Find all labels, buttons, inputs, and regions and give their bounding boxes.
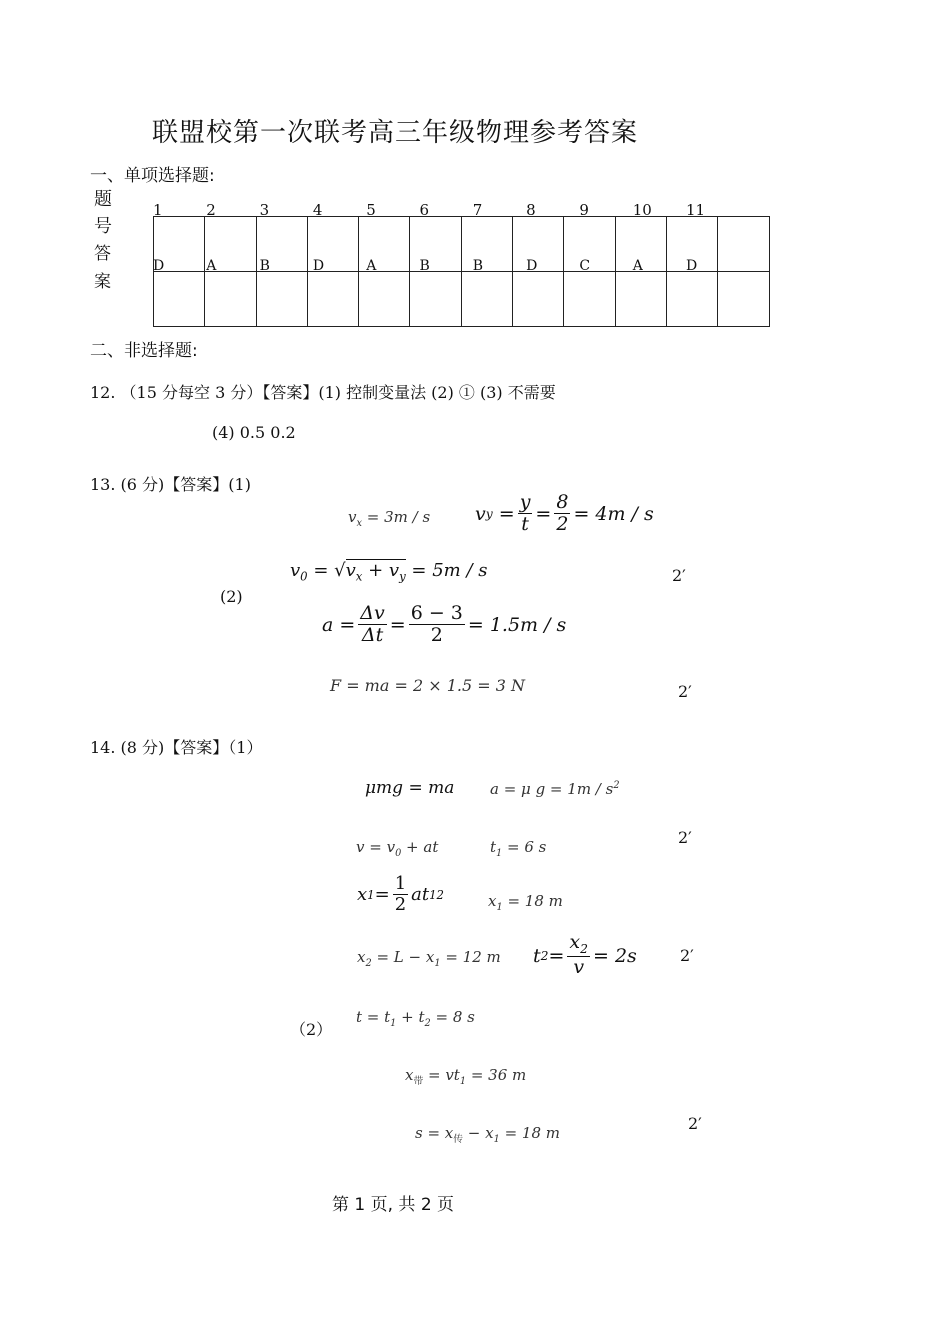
- q14-l3a: x 1 = $\frac{1}{2}$ at 1 2: [357, 873, 444, 915]
- question-number: 1: [153, 201, 163, 219]
- q14-l5: $t = t_1 + t_2 = 8$ s: [356, 1008, 475, 1029]
- question-number: 8: [526, 201, 536, 219]
- q13-mark-1: 2′: [672, 566, 686, 585]
- q14-l7: $s = x_传 - x_1 = 18$ m: [415, 1124, 560, 1145]
- answer-letter: B: [472, 258, 484, 274]
- question-number: 3: [259, 201, 270, 219]
- page-footer: 第 1 页, 共 2 页: [332, 1195, 455, 1215]
- q14-mark-3: 2′: [688, 1114, 702, 1133]
- q13-force: F = ma = 2 × 1.5 = 3 N: [330, 676, 526, 695]
- row-label-number: [94, 186, 112, 240]
- grid-row: [154, 217, 770, 272]
- answer-letter: B: [259, 258, 270, 274]
- q13-v0: $v_0 = √v_x + v_y = 5m / s$: [290, 560, 488, 584]
- question-number: 9: [579, 201, 589, 219]
- q14-l1a: μmg = ma: [365, 778, 455, 798]
- q13-mark-2: 2′: [678, 682, 692, 701]
- answer-letter: A: [206, 258, 217, 274]
- q14-l6: $x_带 = vt_1 = 36$ m: [405, 1066, 527, 1087]
- section-2-heading: 二、非选择题:: [90, 341, 198, 361]
- answer-letter: B: [419, 258, 430, 274]
- question-number: 5: [366, 201, 376, 219]
- page-title: 联盟校第一次联考高三年级物理参考答案: [152, 118, 639, 148]
- q14-header: 14. (8 分)【答案】（1）: [90, 738, 263, 757]
- answer-letter: D: [526, 258, 538, 274]
- answer-letter: D: [312, 258, 325, 274]
- row-label-char: 案: [94, 272, 111, 292]
- q13-accel: a = $\frac{\Delta v}{\Delta t}$ = $\frac{6 - 3}{2}$ = 1.5m / s: [322, 602, 567, 646]
- grid-row: [154, 272, 770, 327]
- question-number: 6: [419, 201, 430, 219]
- section-1-heading: 一、单项选择题:: [90, 166, 215, 186]
- q14-l3b: $x_1 = 18$ m: [488, 892, 563, 913]
- q14-l2b: $t_1 = 6$ s: [490, 838, 547, 859]
- answer-letter: D: [153, 258, 165, 274]
- q13-vx: $v_x = 3m / s$: [348, 508, 431, 529]
- row-label-answer: [94, 240, 111, 296]
- answer-letter: A: [632, 258, 643, 274]
- q14-mark-2: 2′: [680, 946, 694, 965]
- answer-letter: A: [366, 258, 377, 274]
- question-number: 10: [632, 201, 652, 219]
- row-label-char: 题: [94, 189, 112, 210]
- q12-line2: (4) 0.5 0.2: [212, 423, 296, 442]
- question-number: 2: [206, 201, 216, 219]
- answer-grid: [153, 216, 770, 327]
- q14-mark-1: 2′: [678, 828, 692, 847]
- question-number: 7: [472, 201, 483, 219]
- q13-part2-label: (2): [220, 587, 243, 606]
- q14-part2-label: （2）: [290, 1020, 333, 1039]
- q14-l4b: t 2 = $\frac{x_2}{v}$ = 2s: [533, 931, 637, 979]
- row-label-char: 号: [94, 216, 112, 237]
- question-number: 11: [686, 201, 706, 219]
- row-label-char: 答: [94, 244, 111, 264]
- q13-header: 13. (6 分)【答案】(1): [90, 475, 251, 494]
- question-number: 4: [312, 201, 323, 219]
- answer-letter: C: [579, 258, 591, 274]
- q13-vy: v y = $\frac{y}{t}$ = $\frac{8}{2}$ = 4m / s: [475, 491, 654, 535]
- q14-l2a: $v = v_0$ + at: [356, 838, 439, 859]
- q14-l4a: $x_2 = L - x_1 = 12$ m: [357, 948, 501, 969]
- answer-letter: D: [686, 258, 698, 274]
- q12-header: 12. （15 分每空 3 分）【答案】(1) 控制变量法 (2) ① (3) 不需要: [90, 383, 556, 402]
- q14-l1b: a = μ $g = 1m / s^2$: [490, 780, 620, 798]
